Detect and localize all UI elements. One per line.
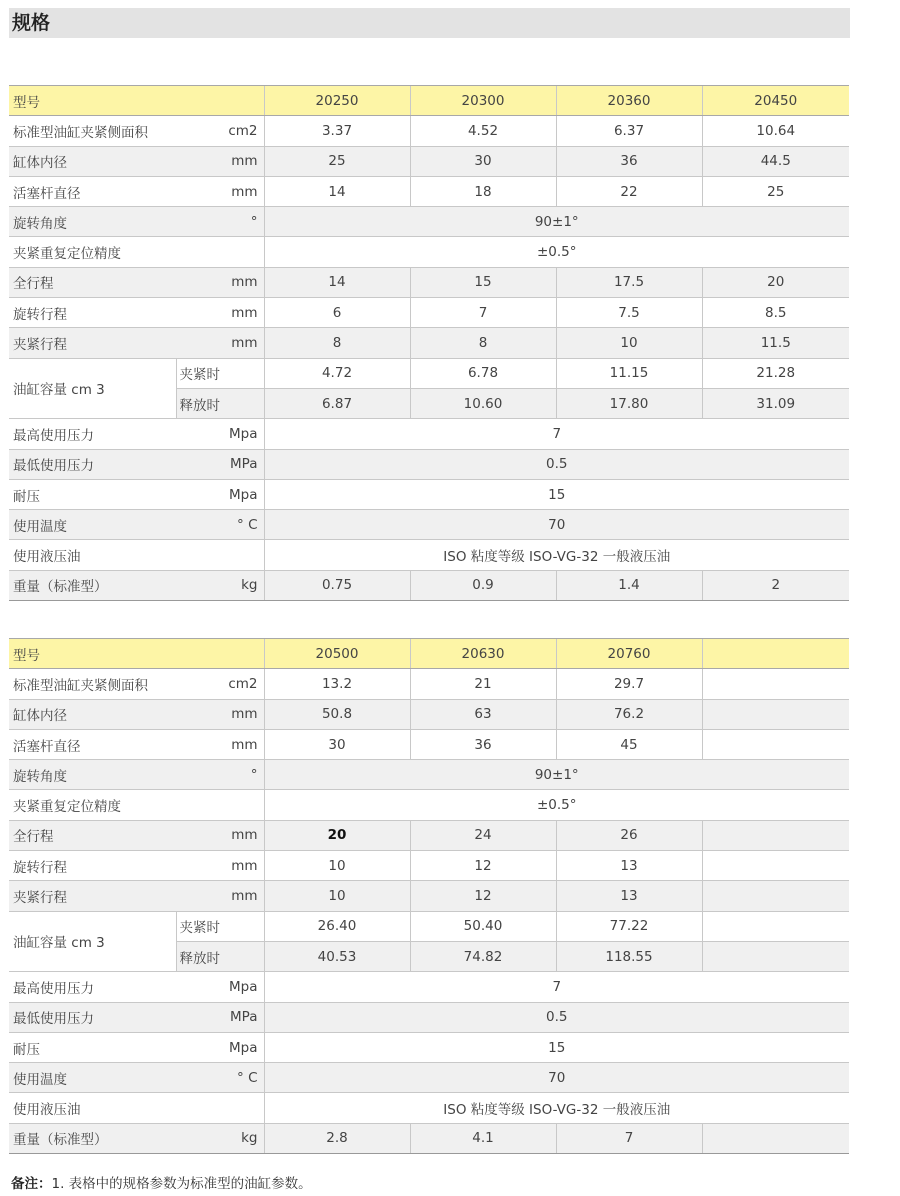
row-unit: ° C [176,1063,264,1093]
value-cell: 74.82 [410,941,556,971]
value-cell: 11.15 [556,358,702,388]
value-cell: 30 [410,146,556,176]
value-cell: 4.72 [264,358,410,388]
row-label: 全行程 [9,820,176,850]
row-label: 最高使用压力 [9,419,176,449]
model-number: 20630 [410,639,556,669]
value-cell: 36 [556,146,702,176]
row-label: 重量（标准型） [9,570,176,600]
value-cell [702,669,849,699]
row-unit: MPa [176,449,264,479]
value-cell: 31.09 [702,388,849,418]
spec-row [9,1002,849,1032]
row-unit: mm [176,881,264,911]
value-cell: 0.75 [264,570,410,600]
model-number: 20450 [702,86,849,116]
value-cell: 6.78 [410,358,556,388]
footnote-prefix: 备注： [11,1176,52,1192]
spec-row [9,328,849,358]
capacity-sub-label: 夹紧时 [176,358,264,388]
row-label: 旋转角度 [9,760,176,790]
spec-row [9,820,849,850]
merged-value: ±0.5° [264,790,849,820]
spec-row [9,1093,849,1123]
spec-row [9,1063,849,1093]
value-cell [702,941,849,971]
value-cell: 30 [264,729,410,759]
value-cell: 22 [556,176,702,206]
value-cell: 21.28 [702,358,849,388]
row-label: 旋转行程 [9,851,176,881]
spec-row [9,237,849,267]
row-label: 夹紧行程 [9,328,176,358]
row-unit: Mpa [176,1032,264,1062]
value-cell: 2.8 [264,1123,410,1153]
section-title: 规格 [9,8,850,38]
spec-row [9,1123,849,1153]
value-cell: 45 [556,729,702,759]
value-cell: 4.1 [410,1123,556,1153]
row-label: 标准型油缸夹紧侧面积 [9,669,176,699]
merged-value: 90±1° [264,207,849,237]
spec-row [9,790,849,820]
value-cell: 25 [702,176,849,206]
row-unit: mm [176,820,264,850]
value-cell [702,881,849,911]
header-row [9,639,849,669]
capacity-row-clamp [9,358,849,388]
merged-value: 7 [264,972,849,1002]
row-unit: mm [176,729,264,759]
value-cell: 17.80 [556,388,702,418]
value-cell: 8 [264,328,410,358]
row-unit: Mpa [176,972,264,1002]
value-cell: 7.5 [556,298,702,328]
spec-row [9,207,849,237]
spec-row [9,298,849,328]
value-cell: 36 [410,729,556,759]
row-label: 耐压 [9,479,176,509]
value-cell: 118.55 [556,941,702,971]
value-cell: 44.5 [702,146,849,176]
row-unit: cm2 [176,669,264,699]
spec-row [9,510,849,540]
header-row [9,86,849,116]
capacity-sub-label: 释放时 [176,388,264,418]
row-unit: mm [176,699,264,729]
value-cell: 13 [556,881,702,911]
spec-row [9,972,849,1002]
row-label: 夹紧行程 [9,881,176,911]
value-cell: 10.60 [410,388,556,418]
merged-value: 0.5 [264,1002,849,1032]
value-cell: 63 [410,699,556,729]
row-label: 最低使用压力 [9,1002,176,1032]
row-unit: mm [176,298,264,328]
value-cell: 10 [264,851,410,881]
model-number: 20760 [556,639,702,669]
merged-value: 15 [264,479,849,509]
spec-row [9,1032,849,1062]
spec-row [9,729,849,759]
row-label: 标准型油缸夹紧侧面积 [9,116,176,146]
value-cell: 12 [410,851,556,881]
row-label: 最高使用压力 [9,972,176,1002]
spec-row [9,419,849,449]
model-number: 20250 [264,86,410,116]
spec-row [9,449,849,479]
value-cell: 11.5 [702,328,849,358]
row-label: 使用温度 [9,510,176,540]
value-cell [702,729,849,759]
value-cell [702,851,849,881]
row-unit: kg [176,1123,264,1153]
spec-row [9,570,849,600]
value-cell: 7 [556,1123,702,1153]
value-cell: 10.64 [702,116,849,146]
spec-row [9,146,849,176]
merged-value: 0.5 [264,449,849,479]
value-cell: 18 [410,176,556,206]
row-unit: MPa [176,1002,264,1032]
spec-row [9,760,849,790]
row-unit: ° [176,207,264,237]
merged-value: ISO 粘度等级 ISO-VG-32 一般液压油 [264,1093,849,1123]
value-cell: 50.8 [264,699,410,729]
spec-row [9,176,849,206]
row-unit: cm2 [176,116,264,146]
spec-row [9,699,849,729]
value-cell: 14 [264,176,410,206]
value-cell: 40.53 [264,941,410,971]
value-cell: 50.40 [410,911,556,941]
value-cell: 14 [264,267,410,297]
row-unit [176,790,264,820]
row-label: 夹紧重复定位精度 [9,790,176,820]
value-cell [702,699,849,729]
row-label: 全行程 [9,267,176,297]
value-cell: 8 [410,328,556,358]
header-label: 型号 [9,86,264,116]
value-cell: 26 [556,820,702,850]
spec-row [9,851,849,881]
row-label: 使用液压油 [9,540,176,570]
value-cell: 24 [410,820,556,850]
row-unit: mm [176,851,264,881]
merged-value: 70 [264,1063,849,1093]
value-cell [702,820,849,850]
row-unit [176,540,264,570]
footnote-text: 1. 表格中的规格参数为标准型的油缸参数。 [51,1176,312,1192]
spec-row [9,116,849,146]
model-number [702,639,849,669]
value-cell: 29.7 [556,669,702,699]
value-cell: 8.5 [702,298,849,328]
value-cell: 6 [264,298,410,328]
spec-row [9,881,849,911]
value-cell: 12 [410,881,556,911]
value-cell [702,1123,849,1153]
capacity-row-clamp [9,911,849,941]
value-cell: 20 [264,820,410,850]
row-label: 旋转行程 [9,298,176,328]
capacity-label: 油缸容量 cm 3 [9,358,176,419]
value-cell: 25 [264,146,410,176]
value-cell: 0.9 [410,570,556,600]
value-cell: 4.52 [410,116,556,146]
model-number: 20360 [556,86,702,116]
value-cell: 6.87 [264,388,410,418]
value-cell: 1.4 [556,570,702,600]
model-number: 20500 [264,639,410,669]
header-label: 型号 [9,639,264,669]
row-label: 缸体内径 [9,699,176,729]
row-label: 活塞杆直径 [9,729,176,759]
row-label: 耐压 [9,1032,176,1062]
row-unit: Mpa [176,479,264,509]
merged-value: 70 [264,510,849,540]
value-cell: 26.40 [264,911,410,941]
row-label: 夹紧重复定位精度 [9,237,176,267]
value-cell: 20 [702,267,849,297]
row-unit: mm [176,328,264,358]
spec-row [9,669,849,699]
value-cell: 3.37 [264,116,410,146]
capacity-sub-label: 夹紧时 [176,911,264,941]
row-label: 使用液压油 [9,1093,176,1123]
model-number: 20300 [410,86,556,116]
value-cell [702,911,849,941]
spec-table-1 [9,85,849,601]
merged-value: ±0.5° [264,237,849,267]
spec-row [9,479,849,509]
footnote [11,1172,312,1192]
value-cell: 15 [410,267,556,297]
row-unit [176,1093,264,1123]
value-cell: 77.22 [556,911,702,941]
row-unit: mm [176,267,264,297]
merged-value: 90±1° [264,760,849,790]
value-cell: 21 [410,669,556,699]
value-cell: 17.5 [556,267,702,297]
merged-value: 15 [264,1032,849,1062]
row-label: 最低使用压力 [9,449,176,479]
merged-value: ISO 粘度等级 ISO-VG-32 一般液压油 [264,540,849,570]
value-cell: 13 [556,851,702,881]
capacity-sub-label: 释放时 [176,941,264,971]
row-label: 使用温度 [9,1063,176,1093]
row-label: 缸体内径 [9,146,176,176]
merged-value: 7 [264,419,849,449]
row-unit: ° C [176,510,264,540]
spec-row [9,540,849,570]
value-cell: 10 [264,881,410,911]
row-label: 活塞杆直径 [9,176,176,206]
row-label: 旋转角度 [9,207,176,237]
row-unit: Mpa [176,419,264,449]
spec-row [9,267,849,297]
spec-table-2 [9,638,849,1154]
value-cell: 13.2 [264,669,410,699]
row-label: 重量（标准型） [9,1123,176,1153]
row-unit: kg [176,570,264,600]
value-cell: 6.37 [556,116,702,146]
value-cell: 10 [556,328,702,358]
value-cell: 2 [702,570,849,600]
row-unit: mm [176,176,264,206]
value-cell: 7 [410,298,556,328]
row-unit: ° [176,760,264,790]
capacity-label: 油缸容量 cm 3 [9,911,176,972]
row-unit: mm [176,146,264,176]
row-unit [176,237,264,267]
value-cell: 76.2 [556,699,702,729]
